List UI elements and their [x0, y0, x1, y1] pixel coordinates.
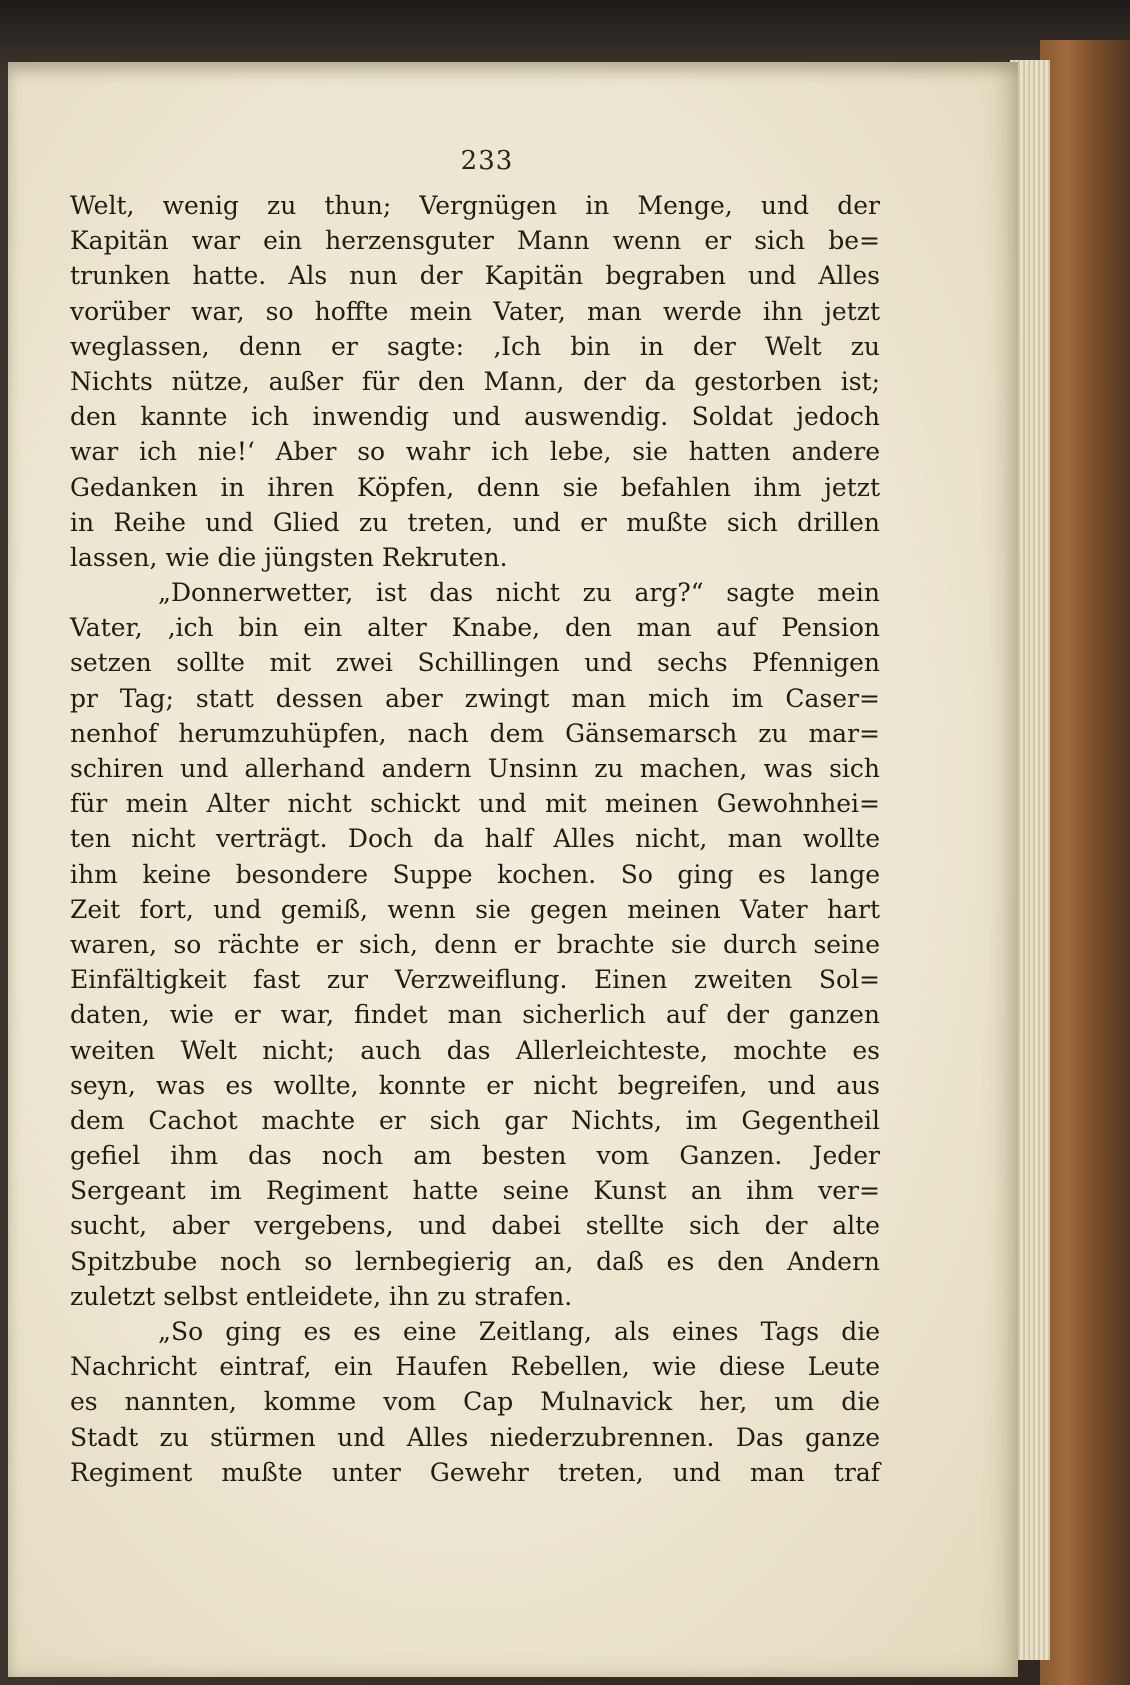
page-number: 233 [460, 146, 514, 176]
text-line: dem Cachot machte er sich gar Nichts, im Gegentheil [70, 1105, 880, 1135]
text-line: lassen, wie die jüngsten Rekruten. [70, 542, 508, 572]
text-line: waren, so rächte er sich, denn er brachte sie durch seine [70, 929, 880, 959]
text-line: zuletzt selbst entleidete, ihn zu strafen. [70, 1281, 573, 1311]
text-line: setzen sollte mit zwei Schillingen und sechs Pfennigen [70, 648, 880, 678]
text-line: gefiel ihm das noch am besten vom Ganzen. Jeder [70, 1141, 880, 1171]
text-line: Kapitän war ein herzensguter Mann wenn er sich be= [70, 226, 880, 256]
text-line: weiten Welt nicht; auch das Allerleichteste, mochte es [70, 1035, 880, 1065]
text-line: den kannte ich inwendig und auswendig. Soldat jedoch [70, 402, 880, 432]
text-line: ihm keine besondere Suppe kochen. So ging es lange [70, 859, 880, 889]
text-line: „So ging es es eine Zeitlang, als eines Tags die [158, 1317, 880, 1346]
text-line: vorüber war, so hoffte mein Vater, man werde ihn jetzt [70, 296, 880, 326]
book-cover-top-edge [0, 0, 1130, 70]
text-line: in Reihe und Glied zu treten, und er mußte sich drillen [70, 507, 880, 537]
text-line: Spitzbube noch so lernbegierig an, daß es den Andern [70, 1246, 880, 1276]
text-line: seyn, was es wollte, konnte er nicht begreifen, und aus [70, 1070, 880, 1100]
text-line: Nachricht eintraf, ein Haufen Rebellen, wie diese Leute [70, 1352, 880, 1382]
text-line: ten nicht verträgt. Doch da half Alles nicht, man wollte [70, 824, 880, 854]
text-line: war ich nie!‘ Aber so wahr ich lebe, sie hatten andere [70, 437, 880, 467]
text-line: Zeit fort, und gemiß, wenn sie gegen meinen Vater hart [70, 894, 880, 924]
text-line: Stadt zu stürmen und Alles niederzubrennen. Das ganze [70, 1422, 880, 1452]
book-cover-right-edge [1040, 40, 1130, 1685]
text-line: Einfältigkeit fast zur Verzweiflung. Einen zweiten Sol= [70, 965, 880, 995]
text-line: es nannten, komme vom Cap Mulnavick her, um die [70, 1387, 880, 1417]
text-line: daten, wie er war, findet man sicherlich auf der ganzen [70, 1000, 880, 1030]
text-line: trunken hatte. Als nun der Kapitän begraben und Alles [70, 261, 880, 291]
text-line: Nichts nütze, außer für den Mann, der da gestorben ist; [70, 366, 880, 396]
page-text-block [70, 188, 880, 1490]
text-line: weglassen, denn er sagte: ‚Ich bin in der Welt zu [70, 331, 880, 361]
text-line: Regiment mußte unter Gewehr treten, und man traf [70, 1457, 880, 1487]
text-line: „Donnerwetter, ist das nicht zu arg?“ sagte mein [158, 578, 880, 608]
text-line: Vater, ‚ich bin ein alter Knabe, den man auf Pension [70, 613, 880, 643]
text-line: sucht, aber vergebens, und dabei stellte sich der alte [70, 1211, 880, 1241]
text-line: pr Tag; statt dessen aber zwingt man mich im Caser= [70, 683, 880, 713]
text-line: Gedanken in ihren Köpfen, denn sie befahlen ihm jetzt [70, 472, 880, 502]
text-line: Sergeant im Regiment hatte seine Kunst an ihm ver= [70, 1176, 880, 1206]
text-line: Welt, wenig zu thun; Vergnügen in Menge, und der [70, 191, 880, 220]
text-line: nenhof herumzuhüpfen, nach dem Gänsemarsch zu mar= [70, 718, 880, 748]
text-line: für mein Alter nicht schickt und mit meinen Gewohnhei= [70, 789, 880, 819]
text-line: schiren und allerhand andern Unsinn zu machen, was sich [70, 754, 880, 783]
